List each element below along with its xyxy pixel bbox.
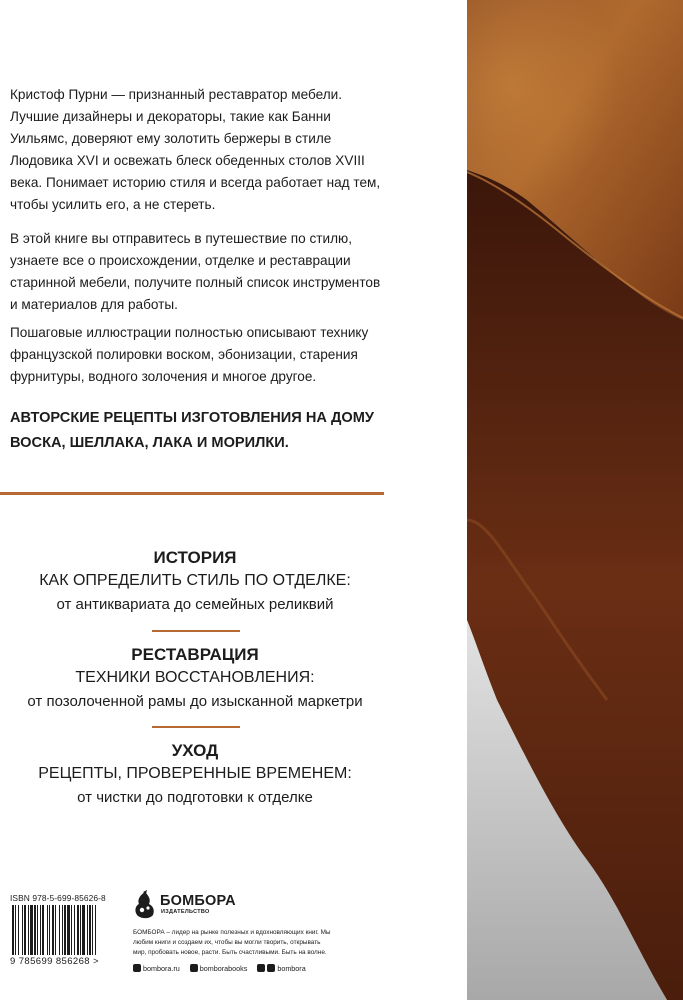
barcode-bar bbox=[77, 905, 79, 955]
barcode-bar bbox=[55, 905, 56, 955]
publisher-subtitle: ИЗДАТЕЛЬСТВО bbox=[161, 909, 210, 915]
barcode-bar bbox=[59, 905, 60, 955]
section-subtitle: ТЕХНИКИ ВОССТАНОВЛЕНИЯ: bbox=[75, 669, 315, 686]
barcode-bar bbox=[47, 905, 48, 955]
section-text: от чистки до подготовки к отделке bbox=[77, 789, 313, 806]
barcode-bar bbox=[37, 905, 38, 955]
divider bbox=[152, 726, 240, 728]
social-label: bomborabooks bbox=[199, 964, 248, 973]
section-text: от позолоченной рамы до изысканной маркетри bbox=[27, 693, 363, 710]
barcode-bar bbox=[87, 905, 88, 955]
vk-icon bbox=[190, 964, 198, 972]
barcode-bar bbox=[52, 905, 54, 955]
barcode-bar bbox=[12, 905, 14, 955]
social-link-telegram[interactable] bbox=[257, 964, 305, 974]
section-restoration bbox=[0, 645, 390, 713]
isbn-label: ISBN 978-5-699-85626-8 bbox=[10, 893, 106, 903]
social-links bbox=[133, 964, 314, 974]
description-paragraph: Пошаговые иллюстрации полностью описывают технику французской полировки воском, эбонизации, старения фурнитуры, водного золочения и многое другое. bbox=[10, 325, 369, 384]
section-heading: УХОД bbox=[171, 741, 219, 760]
section-heading: РЕСТАВРАЦИЯ bbox=[131, 645, 259, 664]
barcode-bar bbox=[80, 905, 81, 955]
barcode-bar bbox=[95, 905, 96, 955]
telegram-icon bbox=[257, 964, 265, 972]
bombora-logo-icon bbox=[133, 890, 157, 920]
social-link-vk[interactable] bbox=[190, 964, 248, 974]
barcode-bar bbox=[42, 905, 44, 955]
furniture-photo bbox=[467, 0, 683, 1000]
barcode-bar bbox=[92, 905, 93, 955]
barcode-bar bbox=[40, 905, 41, 955]
barcode-bar bbox=[67, 905, 70, 955]
barcode-bar bbox=[82, 905, 85, 955]
description-paragraph: Кристоф Пурни — признанный реставратор мебели. Лучшие дизайнеры и декораторы, такие как Банни Уильямс, доверяют ему золотить бержеры в стиле Людовика XVI и освежать блеск обеденных столов XVIII века. Понимает историю стиля и всегда работает над тем, чтобы усилить его, а не стереть. bbox=[10, 87, 381, 212]
barcode-bar bbox=[49, 905, 50, 955]
isbn-block bbox=[10, 893, 125, 967]
barcode-bar bbox=[24, 905, 26, 955]
barcode-bar bbox=[18, 905, 19, 955]
section-subtitle: КАК ОПРЕДЕЛИТЬ СТИЛЬ ПО ОТДЕЛКЕ: bbox=[39, 572, 351, 589]
barcode bbox=[10, 905, 122, 955]
emphasis-statement: АВТОРСКИЕ РЕЦЕПТЫ ИЗГОТОВЛЕНИЯ НА ДОМУ ВОСКА, ШЕЛЛАКА, ЛАКА И МОРИЛКИ. bbox=[10, 410, 374, 451]
barcode-bar bbox=[89, 905, 91, 955]
barcode-bar bbox=[28, 905, 29, 955]
globe-icon bbox=[133, 964, 141, 972]
barcode-digits: 9 785699 856268 > bbox=[10, 956, 99, 967]
publisher-name: БОМБОРА bbox=[160, 893, 236, 909]
barcode-bar bbox=[71, 905, 72, 955]
publisher-description: БОМБОРА – лидер на рынке полезных и вдохновляющих книг. Мы любим книги и создаем их, чтобы вы могли творить, открывать мир, пробовать новое, расти. Быть счастливыми. Быть на волне. bbox=[133, 929, 331, 956]
barcode-bar bbox=[15, 905, 16, 955]
barcode-bar bbox=[62, 905, 63, 955]
barcode-bar bbox=[64, 905, 66, 955]
social-label: bombora.ru bbox=[143, 964, 180, 973]
barcode-bar bbox=[74, 905, 75, 955]
social-label: bombora bbox=[277, 964, 306, 973]
description-paragraph: В этой книге вы отправитесь в путешествие по стилю, узнаете все о происхождении, отделке и реставрации старинной мебели, получите полный список инструментов и материалов для работы. bbox=[10, 231, 381, 312]
section-history bbox=[0, 548, 390, 616]
divider bbox=[152, 630, 240, 632]
section-text: от антиквариата до семейных реликвий bbox=[56, 596, 334, 613]
barcode-bar bbox=[30, 905, 33, 955]
youtube-icon bbox=[267, 964, 275, 972]
barcode-bar bbox=[22, 905, 23, 955]
section-care bbox=[0, 741, 390, 809]
social-link-website[interactable] bbox=[133, 964, 180, 974]
barcode-bar bbox=[34, 905, 36, 955]
section-subtitle: РЕЦЕПТЫ, ПРОВЕРЕННЫЕ ВРЕМЕНЕМ: bbox=[38, 765, 352, 782]
divider bbox=[0, 492, 384, 495]
section-heading: ИСТОРИЯ bbox=[153, 548, 237, 567]
